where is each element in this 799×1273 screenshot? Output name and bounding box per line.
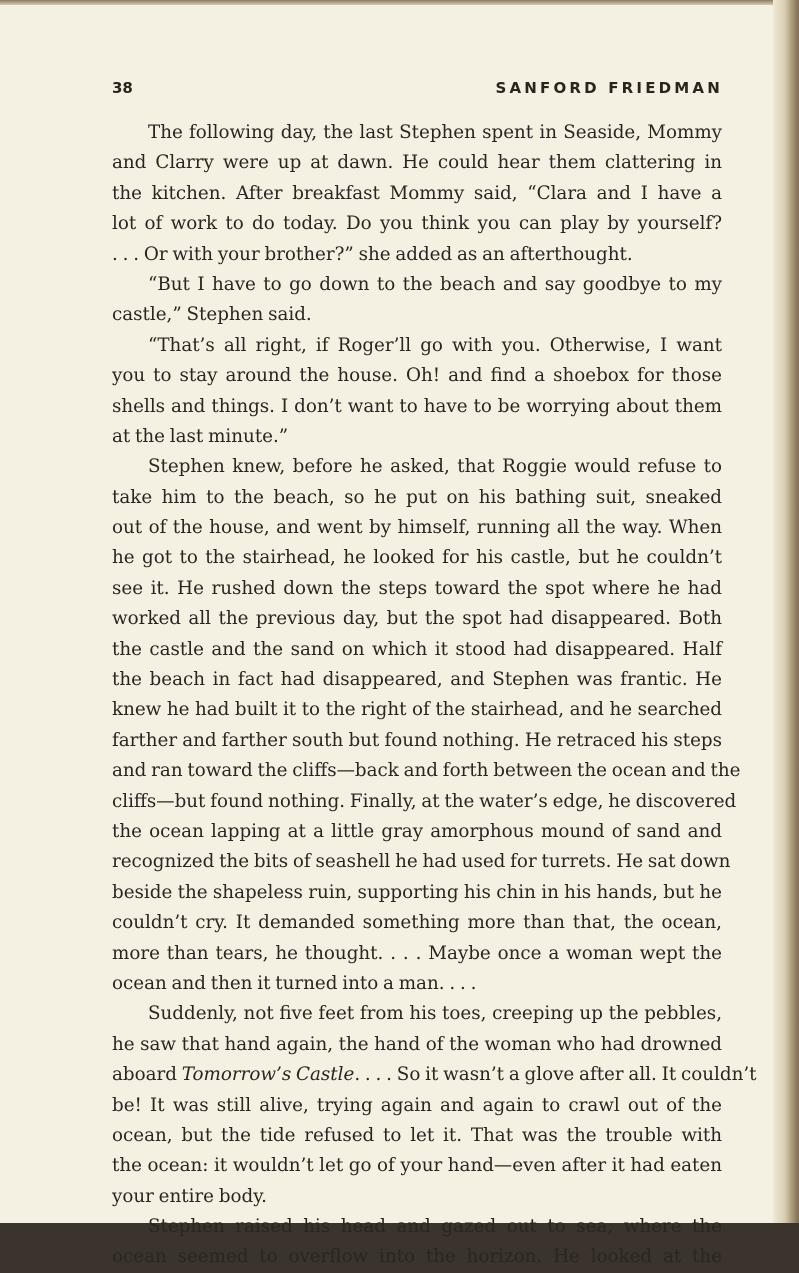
text-line: at the last minute.” — [112, 425, 289, 447]
text-line: see it. He rushed down the steps toward the spot where he had — [112, 577, 722, 599]
text-line: worked all the previous day, but the spot had disappeared. Both — [112, 608, 722, 630]
text-line: out of the house, and went by himself, running all the way. When — [112, 517, 722, 539]
text-line: he got to the stairhead, he looked for his castle, but he couldn’t — [112, 547, 722, 569]
text-line: aboard Tomorrow’s Castle. . . . So it wasn’t a glove after all. It couldn’t — [112, 1064, 757, 1086]
text-line: “That’s all right, if Roger’ll go with you. Otherwise, I want — [148, 334, 722, 356]
text-line: ocean and then it turned into a man. . . . — [112, 972, 477, 994]
running-head-author: SANFORD FRIEDMAN — [495, 79, 723, 97]
text-line: Suddenly, not five feet from his toes, creeping up the pebbles, — [148, 1003, 722, 1025]
text-line: and Clarry were up at dawn. He could hear them clattering in — [112, 152, 722, 174]
text-line: “But I have to go down to the beach and say goodbye to my — [148, 273, 722, 295]
text-line: lot of work to do today. Do you think you can play by yourself? — [112, 213, 722, 235]
text-line: your entire body. — [112, 1185, 267, 1207]
text-line: shells and things. I don’t want to have to be worrying about them — [112, 395, 722, 417]
text-line: ocean seemed to overflow into the horizon. He looked at the — [112, 1246, 722, 1268]
text-line: recognized the bits of seashell he had used for turrets. He sat down — [112, 851, 731, 873]
text-line: ocean, but the tide refused to let it. That was the trouble with — [112, 1124, 722, 1146]
text-line: more than tears, he thought. . . . Maybe once a woman wept the — [112, 942, 722, 964]
running-header — [112, 79, 723, 101]
text-line: the kitchen. After breakfast Mommy said, “Clara and I have a — [112, 182, 722, 204]
text-line: The following day, the last Stephen spent in Seaside, Mommy — [148, 122, 722, 143]
text-line: be! It was still alive, trying again and again to crawl out of the — [112, 1094, 722, 1116]
text-line: he saw that hand again, the hand of the woman who had drowned — [112, 1033, 722, 1055]
text-line: knew he had built it to the right of the stairhead, and he searched — [112, 699, 722, 721]
text-line: couldn’t cry. It demanded something more than that, the ocean, — [112, 912, 722, 934]
text-line: beside the shapeless ruin, supporting his chin in his hands, but he — [112, 881, 722, 903]
text-line: the beach in fact had disappeared, and Stephen was frantic. He — [112, 669, 722, 691]
text-line: Stephen knew, before he asked, that Roggie would refuse to — [148, 456, 722, 478]
text-line: castle,” Stephen said. — [112, 304, 312, 326]
text-line: cliffs—but found nothing. Finally, at the water’s edge, he discovered — [112, 790, 737, 812]
text-line: . . . Or with your brother?” she added as an afterthought. — [112, 243, 633, 265]
page-spine-shadow — [773, 0, 799, 1223]
text-line: Stephen raised his head and gazed out to sea, where the — [148, 1216, 722, 1238]
text-line: and ran toward the cliffs—back and forth between the ocean and the — [112, 760, 741, 782]
text-line: farther and farther south but found nothing. He retraced his steps — [112, 729, 722, 751]
italic-title: Tomorrow’s Castle — [181, 1064, 355, 1086]
body-text — [112, 118, 757, 1273]
page-number: 38 — [112, 79, 133, 97]
text-line: you to stay around the house. Oh! and find a shoebox for those — [112, 365, 722, 387]
text-line: take him to the beach, so he put on his bathing suit, sneaked — [112, 486, 722, 508]
text-line: the ocean lapping at a little gray amorphous mound of sand and — [112, 820, 722, 842]
text-line: the ocean: it wouldn’t let go of your hand—even after it had eaten — [112, 1155, 722, 1177]
text-line: the castle and the sand on which it stood had disappeared. Half — [112, 638, 722, 660]
page-top-edge — [0, 0, 799, 5]
